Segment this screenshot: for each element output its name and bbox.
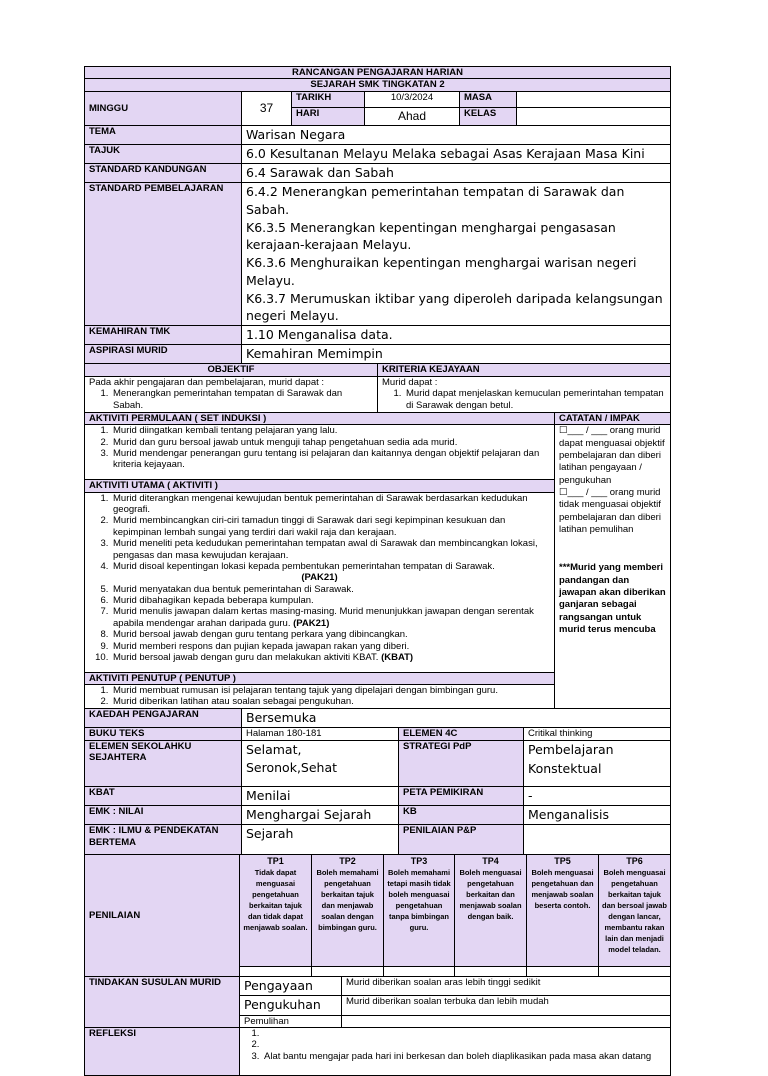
pemulihan-desc [342,1015,671,1027]
sp-label: STANDARD PEMBELAJARAN [85,183,242,326]
pengayaan-desc: Murid diberikan soalan aras lebih tinggi sedikit [342,977,671,996]
nilai-value: Menghargai Sejarah [242,806,399,825]
sk-label: STANDARD KANDUNGAN [85,164,242,183]
aspirasi-label: ASPIRASI MURID [85,345,242,364]
kaedah-label: KAEDAH PENGAJARAN [85,708,242,727]
elemen4c-value: Critikal thinking [524,728,671,741]
kriteria-intro: Murid dapat : [382,376,438,388]
utama-item: 4. Murid disoal kepentingan lokasi kepada pembentukan pemerintahan tempatan di Sarawak. [111,561,550,572]
ilmu-value: Sejarah [242,825,399,855]
hari-label: HARI [292,107,365,125]
objektif-item: 1. Menerangkan pemerintahan tempatan di Sarawak dan Sabah. [111,388,373,411]
kbat-label: KBAT [85,787,242,806]
refleksi-table [84,1027,671,1076]
sekolah-label: ELEMEN SEKOLAHKU SEJAHTERA [85,741,242,787]
utama-item: 10. Murid bersoal jawab dengan guru dan melakukan aktiviti KBAT. (KBAT) [111,652,550,663]
kriteria-label: KRITERIA KEJAYAAN [378,364,671,376]
pengukuhan-label: Pengukuhan [240,996,342,1015]
permulaan-content [85,425,555,480]
penilaian-pp-label: PENILAIAN P&P [399,825,524,855]
tp6-desc: Boleh menguasai pengetahuan berkaitan tajuk dan bersoal jawab dengan lancar, membantu rakan lain dan menjadi model teladan. [601,868,668,954]
catatan-line-1: ☐___ / ___ orang murid dapat menguasai objektif pembelajaran dan diberi latihan pengayaan / pengukuhan [559,425,665,486]
kelas-label: KELAS [460,107,517,125]
aktiviti-table [84,412,671,709]
tp2-title: TP2 [339,856,356,867]
penilaian-pp-value [524,825,671,855]
aspirasi-value: Kemahiran Memimpin [242,345,671,364]
sp-line: K6.3.7 Merumuskan iktibar yang diperoleh daripada kelangsungan negeri Melayu. [246,290,663,324]
tp6-title: TP6 [626,856,643,867]
tarikh-value: 10/3/2024 [365,91,460,107]
permulaan-item: 2. Murid dan guru bersoal jawab untuk menguji tahap pengetahuan sedia ada murid. [111,437,550,448]
utama-item: 6. Murid dibahagikan kepada beberapa kumpulan. [111,595,550,606]
tp4-title: TP4 [482,856,499,867]
lesson-plan-page [84,66,670,1076]
tajuk-value: 6.0 Kesultanan Melayu Melaka sebagai Asas Kerajaan Masa Kini [242,144,671,163]
kb-value: Menganalisis [524,806,671,825]
tp1-title: TP1 [267,856,284,867]
kbat-tag: (KBAT) [381,652,414,664]
penilaian-table [84,854,671,977]
strategi-label: STRATEGI PdP [399,741,524,787]
kbat-value: Menilai [242,787,399,806]
tp4-desc: Boleh menguasai pengetahuan berkaitan dan menjawab soalan dengan baik. [459,868,522,921]
minggu-label: MINGGU [85,91,242,125]
buku-label: BUKU TEKS [85,728,242,741]
tmk-value: 1.10 Menganalisa data. [242,326,671,345]
tp5-title: TP5 [554,856,571,867]
sp-line: K6.3.6 Menghuraikan kepentingan menghargai warisan negeri Melayu. [246,255,637,288]
tp6-mark[interactable] [599,967,671,977]
peta-label: PETA PEMIKIRAN [399,787,524,806]
tp2-mark[interactable] [312,967,384,977]
tarikh-label: TARIKH [292,91,365,107]
kriteria-item: 1. Murid dapat menjelaskan kemuculan pemerintahan tempatan di Sarawak dengan betul. [404,388,666,411]
sekolah-value: Selamat, Seronok,Sehat [242,741,399,787]
kriteria-content [378,376,671,412]
pengayaan-label: Pengayaan [240,977,342,996]
utama-item: 2. Murid membincangkan ciri-ciri tamadun tinggi di Sarawak dari segi kepimpinan kesukuan dan kepimpinan lembah sungai yang terdiri dari wakil raja dan kerajaan. [111,515,550,538]
kb-label: KB [399,806,524,825]
objektif-label: OBJEKTIF [85,364,378,376]
tajuk-label: TAJUK [85,144,242,163]
hari-value: Ahad [365,107,460,125]
tp5-box [527,855,599,967]
nilai-label: EMK : NILAI [85,806,242,825]
tp3-title: TP3 [410,856,428,867]
info-table [84,708,671,855]
permulaan-item: 1. Murid diingatkan kembali tentang pelajaran yang lalu. [111,425,550,436]
catatan-line-2: ☐___ / ___ orang murid tidak menguasai objektif pembelajaran dan diberi latihan pemulihan [559,486,661,535]
peta-value: - [524,787,671,806]
kaedah-value: Bersemuka [242,708,671,727]
refleksi-item [262,1028,666,1039]
tmk-label: KEMAHIRAN TMK [85,326,242,345]
pengukuhan-desc: Murid diberikan soalan terbuka dan lebih mudah [342,996,671,1015]
tp3-desc: Boleh memahami tetapi masih tidak boleh menguasai pengetahuan tanpa bimbingan guru. [387,868,451,932]
tp1-desc: Tidak dapat menguasai pengetahuan berkaitan tajuk dan tidak dapat menjawab soalan. [243,868,308,932]
refleksi-content [240,1027,671,1075]
refleksi-label: REFLEKSI [85,1027,240,1075]
tp2-box [312,855,384,967]
penutup-item: 1. Murid membuat rumusan isi pelajaran tentang tajuk yang dipelajari dengan bimbingan guru. [111,685,550,696]
refleksi-item: 3. Alat bantu mengajar pada hari ini berkesan dan boleh diaplikasikan pada masa akan datang [262,1051,666,1062]
objektif-intro: Pada akhir pengajaran dan pembelajaran, murid dapat : [89,376,325,388]
pak21-tag: (PAK21) [293,617,330,629]
tp1-mark[interactable] [240,967,312,977]
lesson-plan-top-table [84,66,671,364]
tp4-mark[interactable] [455,967,527,977]
utama-label: AKTIVITI UTAMA ( AKTIVITI ) [85,480,555,492]
permulaan-label: AKTIVITI PERMULAAN ( SET INDUKSI ) [85,412,555,424]
tp3-box [384,855,455,967]
tp5-mark[interactable] [527,967,599,977]
pak21-tag: (PAK21) [301,572,338,584]
pemulihan-label: Pemulihan [240,1015,342,1027]
ilmu-label: EMK : ILMU & PENDEKATAN BERTEMA [85,825,242,855]
kelas-value [517,107,671,125]
susulan-label: TINDAKAN SUSULAN MURID [85,977,240,1028]
tp1-box [240,855,312,967]
utama-item: 9. Murid memberi respons dan pujian kepada jawapan rakan yang diberi. [111,641,550,652]
catatan-note: ***Murid yang memberi pandangan dan jawapan akan diberikan ganjaran sebagai rangsangan untuk murid terus mencuba [559,562,666,635]
penutup-label: AKTIVITI PENUTUP ( PENUTUP ) [85,672,555,684]
utama-item: 3. Murid meneliti peta kedudukan pemerintahan tempatan awal di Sarawak dan membincangkan lokasi, pengasas dan masa kewujudan kerajaan. [111,538,550,561]
strategi-value: Pembelajaran Konstektual [524,741,671,787]
utama-item: 5. Murid menyatakan dua bentuk pemerintahan di Sarawak. [111,584,550,595]
utama-content [85,492,555,672]
masa-value [517,91,671,107]
plan-title: RANCANGAN PENGAJARAN HARIAN [85,67,671,79]
penutup-item: 2. Murid diberikan latihan atau soalan sebagai pengukuhan. [111,696,550,707]
penutup-content [85,684,555,708]
tp4-box [455,855,527,967]
tp3-mark[interactable] [384,967,455,977]
utama-item: 1. Murid diterangkan mengenai kewujudan bentuk pemerintahan di Sarawak berdasarkan kedudukan geografi. [111,493,550,516]
tp2-desc: Boleh memahami pengetahuan berkaitan tajuk dan menjawab soalan dengan bimbingan guru. [316,868,379,932]
buku-value: Halaman 180-181 [242,728,399,741]
catatan-content [555,425,671,709]
sk-value: 6.4 Sarawak dan Sabah [242,164,671,183]
susulan-table [84,976,671,1028]
objektif-content [85,376,378,412]
sp-line: 6.4.2 Menerangkan pemerintahan tempatan di Sarawak dan Sabah. [246,184,625,217]
tema-label: TEMA [85,125,242,144]
objektif-table [84,363,671,412]
masa-label: MASA [460,91,517,107]
elemen4c-label: ELEMEN 4C [399,728,524,741]
tp5-desc: Boleh menguasai pengetahuan dan menjawab soalan beserta contoh. [531,868,594,911]
permulaan-item: 3. Murid mendengar penerangan guru tentang isi pelajaran dan kaitannya dengan objektif pelajaran dan kriteria kejayaan. [111,448,550,471]
tp6-box [599,855,671,967]
penilaian-label: PENILAIAN [85,855,240,977]
sp-value [242,183,671,326]
utama-item: 7. Murid menulis jawapan dalam kertas masing-masing. Murid menunjukkan jawapan dengan serentak apabila mendengar arahan daripada guru. (PAK21) [111,606,550,629]
catatan-label: CATATAN / IMPAK [555,412,671,424]
utama-item: 8. Murid bersoal jawab dengan guru tentang perkara yang dibincangkan. [111,629,550,640]
minggu-value: 37 [242,91,292,125]
refleksi-item [262,1039,666,1050]
plan-subtitle: SEJARAH SMK TINGKATAN 2 [85,79,671,91]
sp-line: K6.3.5 Menerangkan kepentingan menghargai pengasasan kerajaan-kerajaan Melayu. [246,219,616,253]
tema-value: Warisan Negara [242,125,671,144]
